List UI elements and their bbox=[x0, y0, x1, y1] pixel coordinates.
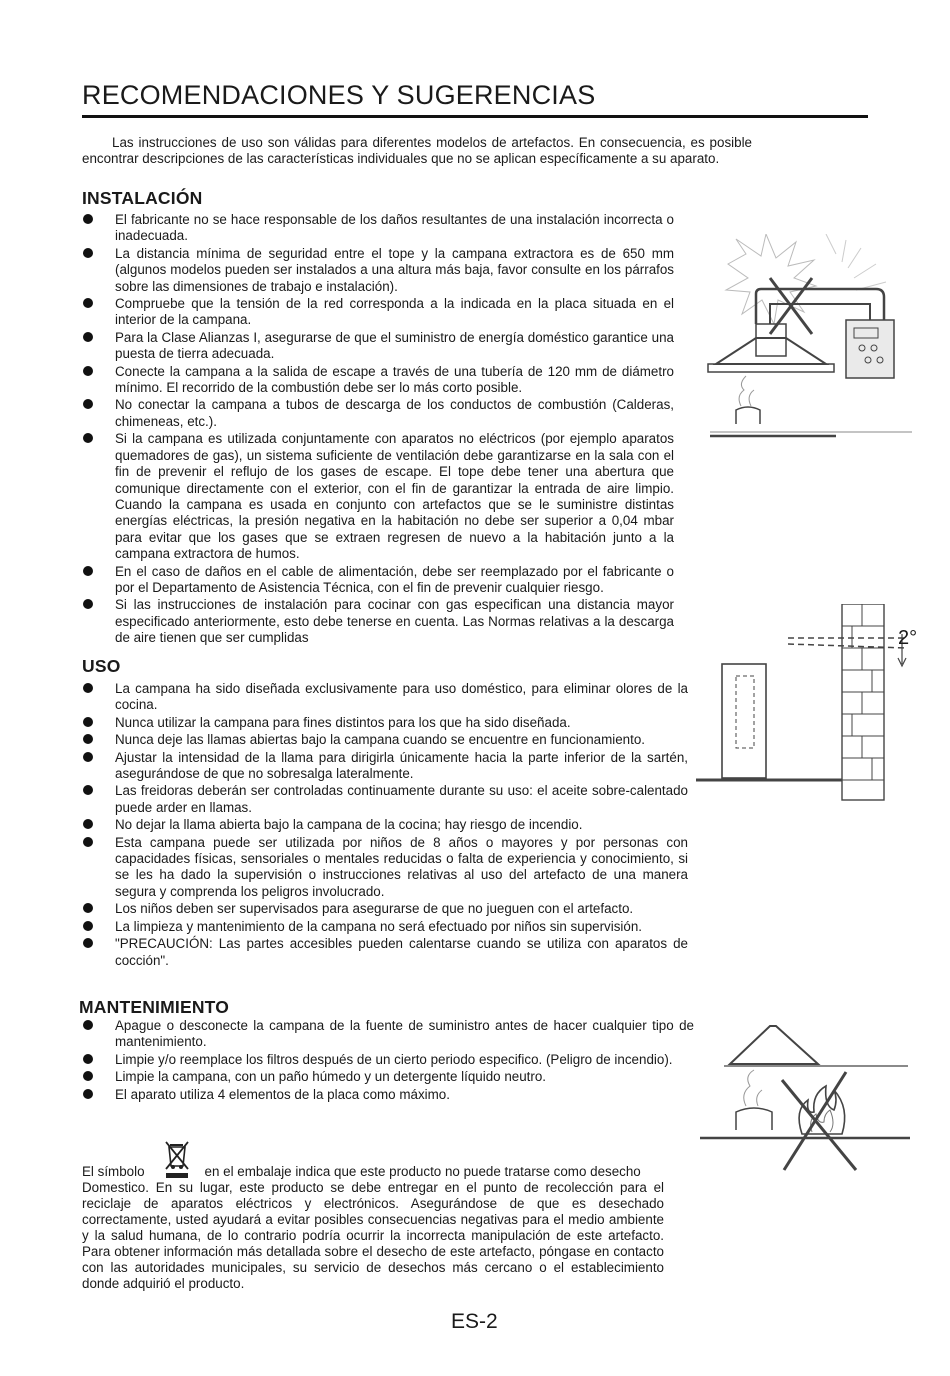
use-heading: USO bbox=[82, 656, 121, 676]
symbol-lead-text: El símbolo bbox=[82, 1164, 145, 1179]
installation-item-text: Conecte la campana a la salida de escape a través de una tubería de 120 mm de diámetro mínimo. El recorrido de la combustión debe ser lo más corto posible. bbox=[115, 363, 674, 396]
bullet-icon bbox=[83, 366, 93, 376]
bullet-icon bbox=[83, 214, 93, 224]
bullet-icon bbox=[83, 938, 93, 948]
bullet-icon bbox=[83, 332, 93, 342]
use-item bbox=[82, 715, 688, 731]
bullet-icon bbox=[83, 903, 93, 913]
installation-item-text: Si la campana es utilizada conjuntamente con aparatos no eléctricos (por ejemplo aparatos quemadores de gas), un sistema suficiente de ventilación debe garantizarse en la sala con el fin de prevenir el reflujo de los gases de escape. El tope debe tener una abertura que comunique directamente con el exterior, con el fin de garantizar la entrada de aire limpio. Cuando la campana es usada en conjunto con artefactos que se le suministre distintas energías eléctricas, la presión negativa en la habitación no debe ser superior a 0,04 mbar para evitar que los gases que se extraen regresen de nuevo a la habitación junto a la campana extractora de humos. bbox=[115, 431, 674, 562]
installation-item-text: No conectar la campana a tubos de descarga de los conductos de combustión (Calderas, chimeneas, etc.). bbox=[115, 397, 674, 429]
use-item-text: No dejar la llama abierta bajo la campana de la cocina; hay riesgo de incendio. bbox=[115, 817, 583, 833]
use-item-text: Esta campana puede ser utilizada por niños de 8 años o mayores y por personas con capacidades físicas, sensoriales o mentales reducidas o falta de experiencia y conocimiento, si se les ha dado la supervisión o instrucciones relativas al uso del artefacto de una manera segura y comprenda los peligros involucrado. bbox=[115, 834, 688, 899]
installation-item bbox=[82, 212, 674, 245]
installation-item-text: Si las instrucciones de instalación para cocinar con gas especifican una distancia mayor especificado anteriormente, esto debe tenerse en cuenta. Las Normas relativas a la descarga de aire tienen que ser cumplidas bbox=[115, 597, 674, 646]
use-item bbox=[82, 919, 688, 935]
maintenance-item-text: Apague o desconecte la campana de la fuente de suministro antes de hacer cualquier tipo de mantenimiento. bbox=[115, 1018, 694, 1050]
installation-item-text: La distancia mínima de seguridad entre el tope y la campana extractora es de 650 mm (algunos modelos pueden ser instalados a una altura más baja, favor consulte en los párrafos sobre las dimensiones de trabajo e instalación). bbox=[115, 245, 674, 294]
use-item-text: La limpieza y mantenimiento de la campana no será efectuado por niños sin supervisión. bbox=[115, 918, 643, 934]
maintenance-item bbox=[82, 1087, 694, 1103]
bullet-icon bbox=[83, 837, 93, 847]
installation-item bbox=[82, 246, 674, 295]
page-title: RECOMENDACIONES Y SUGERENCIAS bbox=[82, 80, 868, 118]
use-item bbox=[82, 750, 688, 783]
installation-list bbox=[82, 212, 674, 648]
maintenance-heading: MANTENIMIENTO bbox=[79, 997, 230, 1017]
use-item bbox=[82, 835, 688, 901]
use-item bbox=[82, 732, 688, 748]
weee-crossed-bin-icon bbox=[159, 1138, 195, 1180]
installation-item bbox=[82, 431, 674, 562]
symbol-after-icon-text: en el embalaje indica que este producto no puede tratarse como desecho bbox=[204, 1164, 641, 1179]
installation-item-text: Para la Clase Alianzas I, asegurarse de que el suministro de energía doméstico garantice una puesta de tierra adecuada. bbox=[115, 329, 674, 362]
figure-hood-distance-warning bbox=[686, 234, 912, 444]
installation-item bbox=[82, 330, 674, 363]
bullet-icon bbox=[83, 1089, 93, 1099]
bullet-icon bbox=[83, 785, 93, 795]
use-item bbox=[82, 901, 688, 917]
maintenance-list bbox=[82, 1018, 694, 1104]
use-list bbox=[82, 681, 688, 970]
symbol-rest-text: Domestico. En su lugar, este producto se debe entregar en el punto de recolección para el reciclaje de aparatos eléctricos y electrónicos. Asegurándose de que es desechado correctamente, usted ayudará a evitar posibles consecuencias negativas para el medio ambiente y la salud humana, de lo contrario podría ocurrir la incorrecta manipulación de este artefacto. Para obtener información más detallada sobre el desecho de este artefacto, póngase en contacto con las autoridades municipales, su servicio de desechos más cercano o el establecimiento donde adquirió el producto. bbox=[82, 1180, 664, 1291]
use-item bbox=[82, 936, 688, 969]
installation-item-text: En el caso de daños en el cable de alimentación, debe ser reemplazado por el fabricante o por el Departamento de Asistencia Técnica, con el fin de prevenir cualquier riesgo. bbox=[115, 563, 674, 595]
use-item-text: Las freidoras deberán ser controladas continuamente durante su uso: el aceite sobre-calentado puede arder en llamas. bbox=[115, 783, 688, 815]
use-item-text: Los niños deben ser supervisados para asegurarse de que no jueguen con el artefacto. bbox=[115, 901, 634, 917]
bullet-icon bbox=[83, 921, 93, 931]
figure-hood-tilt bbox=[694, 604, 926, 814]
use-item-text: Nunca utilizar la campana para fines distintos para los que ha sido diseñada. bbox=[115, 714, 571, 730]
tilt-angle-label: 2° bbox=[898, 627, 918, 649]
bullet-icon bbox=[83, 752, 93, 762]
maintenance-item-text: Limpie la campana, con un paño húmedo y un detergente líquido neutro. bbox=[115, 1069, 547, 1085]
installation-item bbox=[82, 397, 674, 430]
bullet-icon bbox=[83, 566, 93, 576]
use-item-text: La campana ha sido diseñada exclusivamente para uso doméstico, para eliminar olores de la cocina. bbox=[115, 681, 688, 713]
disposal-paragraph bbox=[82, 1136, 664, 1292]
page-number: ES-2 bbox=[451, 1310, 498, 1333]
use-item-text: Nunca deje las llamas abiertas bajo la campana cuando se encuentre en funcionamiento. bbox=[115, 732, 646, 748]
use-item bbox=[82, 681, 688, 714]
installation-item bbox=[82, 364, 674, 397]
bullet-icon bbox=[83, 819, 93, 829]
use-item bbox=[82, 817, 688, 833]
maintenance-item bbox=[82, 1052, 694, 1068]
bullet-icon bbox=[83, 599, 93, 609]
maintenance-item-text: Limpie y/o reemplace los filtros después de un cierto periodo especifico. (Peligro de incendio). bbox=[115, 1051, 673, 1067]
installation-item-text: El fabricante no se hace responsable de los daños resultantes de una instalación incorrecta o inadecuada. bbox=[115, 212, 674, 244]
use-item bbox=[82, 783, 688, 816]
bullet-icon bbox=[83, 298, 93, 308]
bullet-icon bbox=[83, 399, 93, 409]
use-item-text: "PRECAUCIÓN: Las partes accesibles pueden calentarse cuando se utiliza con aparatos de cocción". bbox=[115, 936, 688, 968]
bullet-icon bbox=[83, 248, 93, 258]
maintenance-item bbox=[82, 1018, 694, 1051]
installation-item bbox=[82, 597, 674, 646]
bullet-icon bbox=[83, 683, 93, 693]
maintenance-item bbox=[82, 1069, 694, 1085]
bullet-icon bbox=[83, 1020, 93, 1030]
use-item-text: Ajustar la intensidad de la llama para dirigirla únicamente hacia la parte inferior de la sartén, asegurándose de que no sobresalga lateralmente. bbox=[115, 749, 688, 782]
bullet-icon bbox=[83, 717, 93, 727]
bullet-icon bbox=[83, 1071, 93, 1081]
figure-no-open-flame bbox=[696, 1020, 914, 1180]
installation-heading: INSTALACIÓN bbox=[82, 188, 203, 208]
installation-item bbox=[82, 296, 674, 329]
installation-item bbox=[82, 564, 674, 597]
intro-paragraph: Las instrucciones de uso son válidas para diferentes modelos de artefactos. En consecuencia, es posible encontrar descripciones de las características individuales que no se aplican específicamente a su aparato. bbox=[82, 135, 752, 166]
bullet-icon bbox=[83, 734, 93, 744]
bullet-icon bbox=[83, 1054, 93, 1064]
bullet-icon bbox=[83, 433, 93, 443]
installation-item-text: Compruebe que la tensión de la red corresponda a la indicada en la placa situada en el interior de la campana. bbox=[115, 296, 674, 328]
maintenance-item-text: El aparato utiliza 4 elementos de la placa como máximo. bbox=[115, 1086, 450, 1102]
